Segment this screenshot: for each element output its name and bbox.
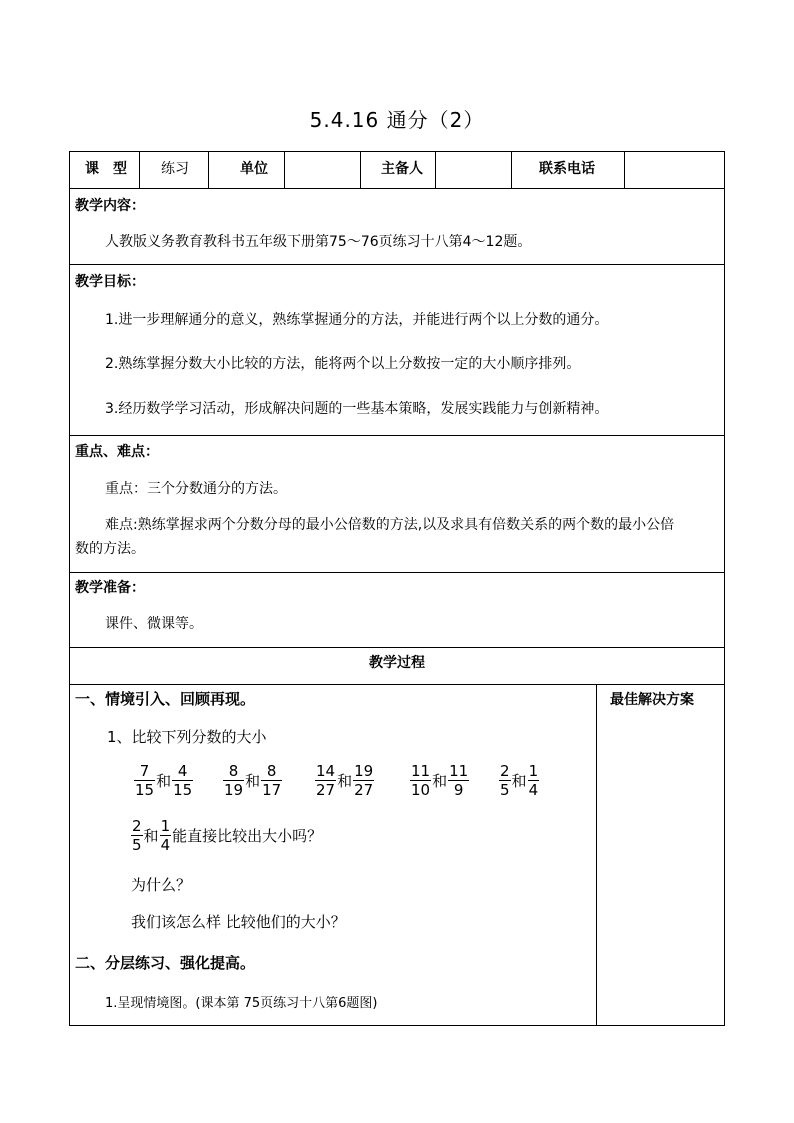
denominator: 27 (316, 781, 336, 799)
numerator: 11 (411, 762, 431, 780)
denominator: 4 (528, 781, 539, 799)
lesson-type-value: 练习 (161, 161, 189, 177)
numerator: 8 (223, 762, 244, 781)
process-heading: 教学过程 (369, 655, 425, 671)
goal-item: 2.熟练掌握分数大小比较的方法，能将两个以上分数按一定的大小顺序排列。 (105, 356, 581, 372)
denominator: 4 (160, 836, 171, 854)
row-divider (69, 264, 725, 265)
denominator: 5 (500, 781, 510, 799)
col-divider (435, 151, 436, 188)
fraction (160, 817, 172, 854)
row-divider (69, 572, 725, 573)
connector: 和 (511, 772, 527, 790)
unit-label: 单位 (240, 161, 268, 177)
denominator: 5 (132, 836, 142, 854)
fraction (261, 762, 282, 799)
fraction-pair (410, 762, 469, 799)
denominator: 15 (135, 781, 155, 799)
question-1: 1、比较下列分数的大小 (107, 728, 267, 746)
col-divider (624, 151, 625, 188)
fraction (410, 762, 431, 799)
row-divider (69, 684, 725, 685)
numerator: 14 (316, 762, 336, 780)
fraction (131, 817, 143, 854)
connector: 和 (156, 772, 172, 790)
how-question: 我们该怎么样 比较他们的大小？ (131, 913, 346, 931)
denominator: 10 (411, 781, 431, 799)
fraction-pair (315, 762, 374, 799)
fraction (223, 762, 244, 799)
col-divider (284, 151, 285, 188)
denominator: 27 (354, 781, 374, 799)
col-divider (360, 151, 361, 188)
connector: 和 (337, 772, 353, 790)
content-text: 人教版义务教育教科书五年级下册第75～76页练习十八第4～12题。 (105, 234, 532, 250)
table-border-top (69, 151, 725, 152)
phone-label: 联系电话 (539, 161, 595, 177)
fraction (172, 762, 193, 799)
preparation-heading: 教学准备： (75, 580, 145, 596)
content-heading: 教学内容： (75, 198, 145, 214)
why-question: 为什么？ (131, 876, 192, 894)
col-divider (208, 151, 209, 188)
numerator: 2 (500, 762, 510, 780)
numerator: 19 (354, 762, 374, 780)
practice-item-1: 1.呈现情境图。(课本第 75页练习十八第6题图) (105, 996, 378, 1011)
numerator: 2 (132, 817, 142, 835)
lesson-type-label: 课 型 (85, 161, 127, 177)
denominator: 15 (173, 781, 193, 799)
denominator: 17 (262, 781, 282, 799)
table-border-bottom (69, 1025, 725, 1026)
row-divider (69, 647, 725, 648)
connector: 和 (245, 772, 261, 790)
goal-item: 1.进一步理解通分的意义，熟练掌握通分的方法，并能进行两个以上分数的通分。 (105, 312, 609, 328)
fraction (448, 762, 469, 799)
goals-heading: 教学目标： (75, 274, 145, 290)
section-1-heading: 一、情境引入、回顾再现。 (75, 690, 256, 708)
lesson-plan-table (69, 151, 725, 1026)
fraction-pair (499, 762, 539, 799)
denominator: 9 (453, 781, 464, 799)
numerator: 11 (449, 762, 469, 780)
numerator: 4 (172, 762, 193, 781)
fraction (134, 762, 155, 799)
question-text: 能直接比较出大小吗？ (172, 827, 323, 845)
fraction-pair (134, 762, 193, 799)
numerator: 7 (134, 762, 155, 781)
section-2-heading: 二、分层练习、强化提高。 (75, 954, 256, 972)
table-border-left (69, 151, 70, 1026)
preparer-label: 主备人 (381, 161, 423, 177)
difficulty-text: 难点:熟练掌握求两个分数分母的最小公倍数的方法,以及求具有倍数关系的两个数的最小公倍 (105, 517, 675, 533)
col-divider (596, 684, 597, 1025)
connector: 和 (143, 827, 159, 845)
fraction (528, 762, 540, 799)
page-title: 5.4.16 通分（2） (309, 108, 485, 132)
difficulty-text-cont: 数的方法。 (75, 541, 145, 557)
fraction (315, 762, 336, 799)
denominator: 19 (224, 781, 244, 799)
table-border-right (724, 151, 725, 1026)
key-points-heading: 重点、难点： (75, 444, 159, 460)
fraction (499, 762, 511, 799)
goal-item: 3.经历数学学习活动，形成解决问题的一些基本策略，发展实践能力与创新精神。 (105, 401, 609, 417)
fraction (353, 762, 374, 799)
numerator: 8 (261, 762, 282, 781)
key-point-text: 重点：三个分数通分的方法。 (105, 481, 287, 497)
row-divider (69, 188, 725, 189)
col-divider (139, 151, 140, 188)
best-solution-heading: 最佳解决方案 (610, 692, 694, 708)
preparation-text: 课件、微课等。 (105, 616, 203, 632)
comparison-question (131, 817, 323, 854)
row-divider (69, 435, 725, 436)
connector: 和 (432, 772, 448, 790)
col-divider (511, 151, 512, 188)
fraction-pair (223, 762, 282, 799)
numerator: 1 (160, 817, 171, 835)
numerator: 1 (528, 762, 539, 780)
